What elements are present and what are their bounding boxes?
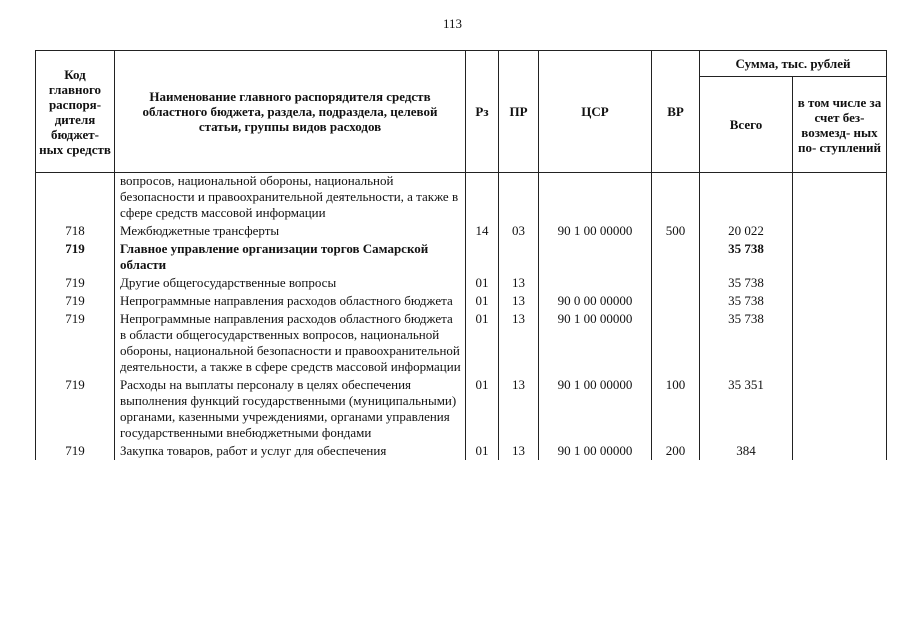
- row-gratis: [793, 173, 887, 223]
- row-total: 35 738: [700, 240, 793, 274]
- row-rz: [466, 173, 499, 223]
- row-rz: 01: [466, 442, 499, 460]
- row-csr: [539, 240, 652, 274]
- row-name: Межбюджетные трансферты: [115, 222, 466, 240]
- budget-table: [35, 50, 887, 460]
- row-vr: [652, 310, 700, 376]
- page-number: 113: [442, 16, 463, 31]
- row-vr: [652, 240, 700, 274]
- table-row: [36, 442, 887, 460]
- row-pr: [499, 173, 539, 223]
- row-pr: 13: [499, 274, 539, 292]
- row-vr: [652, 173, 700, 223]
- row-total: 20 022: [700, 222, 793, 240]
- row-csr: [539, 173, 652, 223]
- table-row: [36, 292, 887, 310]
- row-code: 719: [36, 310, 115, 376]
- table-row: [36, 240, 887, 274]
- row-name: Расходы на выплаты персоналу в целях обеспечения выполнения функций государственными (муниципальными) органами, казенными учреждениями, органами управления государственными внебюджетными фондами: [115, 376, 466, 442]
- header-vr: ВР: [652, 51, 700, 173]
- row-total: [700, 173, 793, 223]
- header-rz: Рз: [466, 51, 499, 173]
- row-gratis: [793, 310, 887, 376]
- header-code: Код главного распоря- дителя бюджет- ных средств: [36, 51, 115, 173]
- row-vr: 500: [652, 222, 700, 240]
- row-code: 719: [36, 376, 115, 442]
- header-gratis: в том числе за счет без- возмезд- ных по- ступлений: [793, 77, 887, 173]
- row-csr: 90 1 00 00000: [539, 442, 652, 460]
- row-gratis: [793, 292, 887, 310]
- row-gratis: [793, 376, 887, 442]
- row-pr: 13: [499, 442, 539, 460]
- row-name: Непрограммные направления расходов областного бюджета в области общегосударственных вопросов, национальной обороны, национальной безопасности и правоохранительной деятельности, а также в сфере средств массовой информации: [115, 310, 466, 376]
- row-total: 35 738: [700, 292, 793, 310]
- table-row: [36, 173, 887, 223]
- row-rz: 01: [466, 376, 499, 442]
- table-row: [36, 376, 887, 442]
- row-gratis: [793, 222, 887, 240]
- row-rz: 01: [466, 292, 499, 310]
- row-total: 35 738: [700, 310, 793, 376]
- row-vr: 200: [652, 442, 700, 460]
- row-pr: 13: [499, 310, 539, 376]
- table-row: [36, 274, 887, 292]
- row-rz: 01: [466, 274, 499, 292]
- table-body: [36, 173, 887, 461]
- row-code: 719: [36, 442, 115, 460]
- row-pr: [499, 240, 539, 274]
- row-name: вопросов, национальной обороны, национальной безопасности и правоохранительной деятельности, а также в сфере средств массовой информации: [115, 173, 466, 223]
- header-name: Наименование главного распорядителя средств областного бюджета, раздела, подраздела, целевой статьи, группы видов расходов: [115, 51, 466, 173]
- row-name: Главное управление организации торгов Самарской области: [115, 240, 466, 274]
- header-sum: Сумма, тыс. рублей: [700, 51, 887, 77]
- row-total: 35 351: [700, 376, 793, 442]
- row-vr: [652, 292, 700, 310]
- row-csr: 90 1 00 00000: [539, 310, 652, 376]
- header-pr: ПР: [499, 51, 539, 173]
- table-row: [36, 222, 887, 240]
- row-name: Закупка товаров, работ и услуг для обеспечения: [115, 442, 466, 460]
- row-code: [36, 173, 115, 223]
- row-total: 35 738: [700, 274, 793, 292]
- row-code: 718: [36, 222, 115, 240]
- row-code: 719: [36, 274, 115, 292]
- row-gratis: [793, 240, 887, 274]
- header-csr: ЦСР: [539, 51, 652, 173]
- row-pr: 13: [499, 376, 539, 442]
- row-total: 384: [700, 442, 793, 460]
- row-gratis: [793, 442, 887, 460]
- row-gratis: [793, 274, 887, 292]
- row-name: Непрограммные направления расходов областного бюджета: [115, 292, 466, 310]
- row-csr: 90 1 00 00000: [539, 222, 652, 240]
- row-csr: [539, 274, 652, 292]
- row-name: Другие общегосударственные вопросы: [115, 274, 466, 292]
- table-row: [36, 310, 887, 376]
- row-rz: 14: [466, 222, 499, 240]
- row-csr: 90 0 00 00000: [539, 292, 652, 310]
- row-rz: 01: [466, 310, 499, 376]
- row-pr: 03: [499, 222, 539, 240]
- row-vr: [652, 274, 700, 292]
- row-code: 719: [36, 240, 115, 274]
- row-code: 719: [36, 292, 115, 310]
- row-pr: 13: [499, 292, 539, 310]
- row-rz: [466, 240, 499, 274]
- header-total: Всего: [700, 77, 793, 173]
- row-csr: 90 1 00 00000: [539, 376, 652, 442]
- row-vr: 100: [652, 376, 700, 442]
